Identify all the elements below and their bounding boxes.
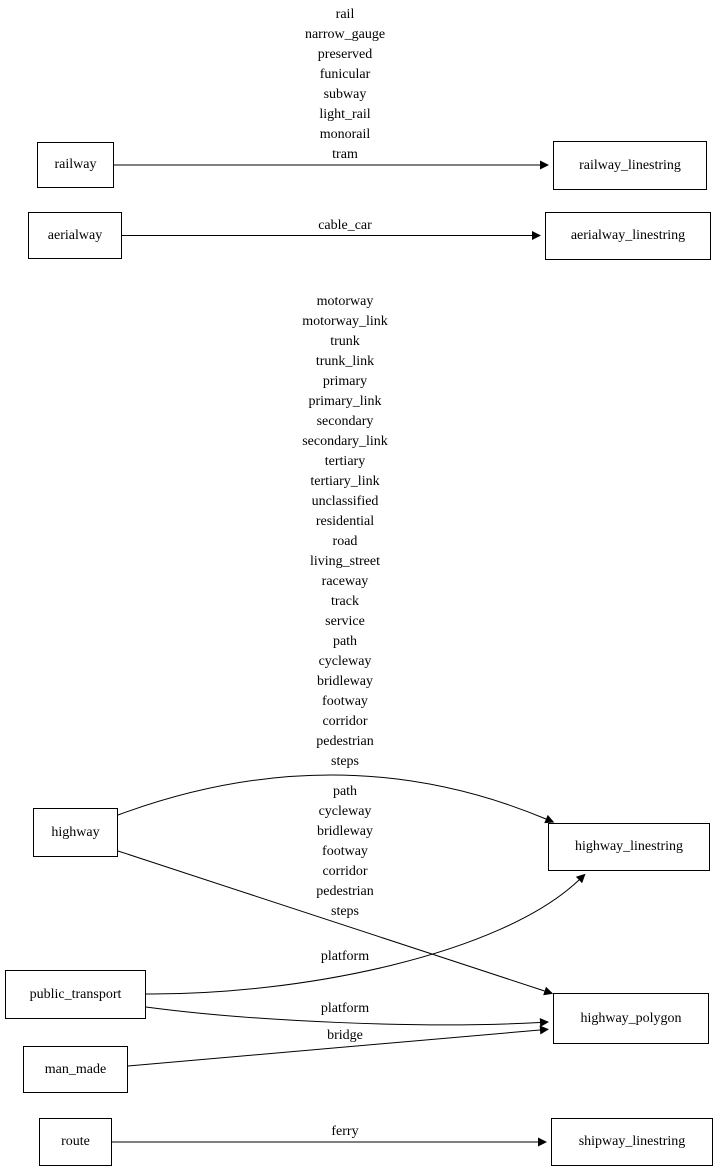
edge-label-line: platform [320, 1001, 370, 1016]
edge-label-line: secondary_link [302, 434, 388, 449]
edge-label-line: path [332, 784, 358, 799]
edge-labels-route-to-shipway-linestring [245, 1122, 445, 1142]
edge-label-line: motorway_link [302, 314, 388, 329]
edge-label-line: bridleway [317, 674, 373, 689]
edge-label-line: cycleway [318, 804, 372, 819]
node-highway-label: highway [51, 824, 100, 840]
node-public-transport [5, 970, 146, 1019]
node-route [39, 1118, 112, 1166]
edge-label-line: service [325, 614, 365, 629]
node-railway-label: railway [54, 157, 97, 172]
edge-label-line: corridor [322, 864, 368, 879]
node-public-transport-label: public_transport [29, 986, 122, 1002]
edge-label-line: preserved [317, 47, 373, 62]
edge-label-line: trunk_link [315, 354, 375, 369]
edge-labels-public-transport-to-highway-linestring [245, 947, 445, 967]
node-railway [37, 142, 114, 188]
edge-label-line: pedestrian [316, 734, 374, 749]
edge-label-line: path [332, 634, 358, 649]
node-highway-polygon [553, 993, 709, 1044]
edge-label-line: raceway [321, 574, 369, 589]
edge-label-line: primary_link [308, 394, 382, 409]
edge-label-line: steps [331, 754, 359, 769]
node-railway-linestring-label: railway_linestring [579, 157, 681, 173]
edge-label-line: bridleway [317, 824, 373, 839]
edge-label-line: residential [315, 514, 375, 529]
node-highway [33, 808, 118, 857]
edge-label-line: primary [322, 374, 368, 389]
edge-label-line: subway [323, 87, 367, 102]
edge-label-line: living_street [310, 554, 380, 569]
edge-label-line: bridge [327, 1028, 363, 1043]
node-shipway-linestring [551, 1118, 713, 1166]
node-highway-linestring [548, 823, 710, 871]
node-aerialway-linestring-label: aerialway_linestring [570, 228, 686, 243]
edge-label-line: cycleway [318, 654, 372, 669]
edge-label-line: track [331, 594, 359, 609]
edge-label-line: unclassified [311, 494, 379, 509]
node-route-label: route [61, 1134, 90, 1149]
node-shipway-linestring-label: shipway_linestring [578, 1134, 686, 1149]
edge-label-line: ferry [331, 1124, 359, 1139]
node-highway-polygon-label: highway_polygon [580, 1010, 682, 1026]
edge-label-line: funicular [319, 67, 371, 82]
edge-label-line: secondary [316, 414, 374, 429]
edge-label-line: narrow_gauge [304, 27, 386, 42]
edge-label-line: motorway [316, 294, 374, 309]
edge-label-line: road [332, 534, 358, 549]
node-aerialway-linestring [545, 212, 711, 260]
node-man-made-label: man_made [44, 1061, 107, 1077]
edge-labels-aerialway-to-aerialway-linestring [245, 216, 445, 236]
edge-label-line: rail [335, 7, 355, 22]
edge-label-line: footway [322, 844, 368, 859]
node-man-made [23, 1046, 128, 1093]
edge-label-line: tertiary [324, 454, 366, 469]
edge-label-line: pedestrian [316, 884, 374, 899]
edge-label-line: tertiary_link [310, 474, 380, 489]
node-aerialway-label: aerialway [47, 227, 103, 243]
edge-labels-man-made-to-highway-polygon [245, 1026, 445, 1046]
edge-labels-public-transport-to-highway-polygon [245, 999, 445, 1019]
edge-label-line: cable_car [318, 218, 372, 233]
edge-labels-railway-to-railway-linestring [245, 5, 445, 165]
node-highway-linestring-label: highway_linestring [574, 839, 684, 854]
edge-label-line: footway [322, 694, 368, 709]
edge-labels-highway-to-highway-polygon [245, 782, 445, 922]
edge-label-line: platform [320, 949, 370, 964]
edge-label-line: steps [331, 904, 359, 919]
node-railway-linestring [553, 141, 707, 190]
edge-label-line: trunk [330, 334, 360, 349]
node-aerialway [28, 212, 122, 259]
edge-label-line: monorail [319, 127, 371, 142]
edge-label-line: tram [332, 147, 358, 162]
edge-labels-highway-to-highway-linestring [245, 292, 445, 772]
edge-label-line: light_rail [319, 107, 371, 122]
edge-label-line: corridor [322, 714, 368, 729]
